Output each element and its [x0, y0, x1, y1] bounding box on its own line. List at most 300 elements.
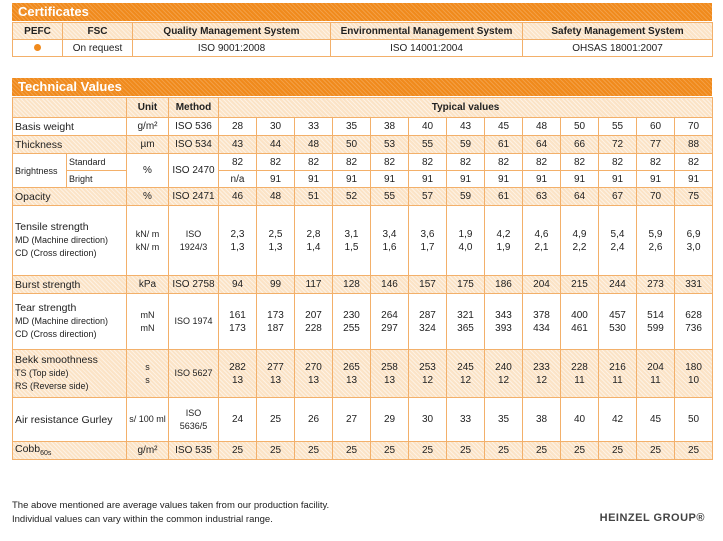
row-label — [13, 350, 127, 398]
value-primary: 270 — [305, 361, 322, 373]
value-cell — [561, 294, 599, 350]
value-secondary: 13 — [269, 374, 282, 386]
value-secondary: 2,1 — [534, 241, 549, 253]
row-bekk-smoothness — [13, 350, 713, 398]
value-cell: 66 — [561, 136, 599, 154]
row-label — [13, 206, 127, 276]
value-primary: 3,1 — [344, 228, 359, 240]
ems-value: ISO 14001:2004 — [331, 40, 523, 57]
value-cell: 99 — [257, 276, 295, 294]
row-thickness — [13, 136, 713, 154]
value-cell — [675, 294, 713, 350]
value-cell: 91 — [485, 171, 523, 188]
value-cell: 25 — [257, 398, 295, 442]
value-cell: 82 — [599, 154, 637, 171]
value-cell: 82 — [561, 154, 599, 171]
row-label-cd: CD (Cross direction) — [15, 248, 97, 258]
value-cell: 25 — [561, 442, 599, 460]
value-cell: 55 — [371, 188, 409, 206]
value-cell: 55 — [409, 136, 447, 154]
value-cell — [371, 206, 409, 276]
value-cell — [523, 350, 561, 398]
row-tensile-strength — [13, 206, 713, 276]
value-cell: 94 — [219, 276, 257, 294]
value-cell: 50 — [561, 118, 599, 136]
value-cell: 82 — [295, 154, 333, 171]
value-primary: 253 — [419, 361, 436, 373]
value-cell — [295, 206, 333, 276]
value-cell: 42 — [599, 398, 637, 442]
value-primary: 5,4 — [610, 228, 625, 240]
value-cell: 70 — [675, 118, 713, 136]
value-secondary: 1,3 — [268, 241, 283, 253]
value-cell: 82 — [447, 154, 485, 171]
value-cell: 88 — [675, 136, 713, 154]
value-cell: 215 — [561, 276, 599, 294]
value-cell: 48 — [523, 118, 561, 136]
value-cell: 25 — [295, 442, 333, 460]
value-secondary: 1,7 — [420, 241, 435, 253]
value-cell: 51 — [295, 188, 333, 206]
value-cell: 25 — [637, 442, 675, 460]
value-secondary: 255 — [343, 322, 360, 334]
header-ems: Environmental Management System — [331, 23, 523, 40]
value-primary: 207 — [305, 309, 322, 321]
value-cell: 38 — [523, 398, 561, 442]
value-cell: n/a — [219, 171, 257, 188]
row-method: ISO 1974 — [169, 294, 219, 350]
value-primary: 204 — [647, 361, 664, 373]
value-cell — [295, 294, 333, 350]
value-primary: 233 — [533, 361, 550, 373]
row-method: ISO 2471 — [169, 188, 219, 206]
value-secondary: 11 — [574, 374, 585, 386]
value-cell — [257, 350, 295, 398]
value-cell: 91 — [295, 171, 333, 188]
value-cell: 91 — [637, 171, 675, 188]
row-method: ISO 2470 — [169, 154, 219, 188]
row-unit-1: mN — [140, 309, 155, 320]
value-cell: 70 — [637, 188, 675, 206]
value-cell: 91 — [333, 171, 371, 188]
value-cell: 64 — [523, 136, 561, 154]
row-label — [13, 442, 127, 460]
value-cell: 91 — [409, 171, 447, 188]
value-cell: 75 — [675, 188, 713, 206]
value-cell: 59 — [447, 136, 485, 154]
value-cell: 244 — [599, 276, 637, 294]
value-cell — [219, 294, 257, 350]
certificates-table — [12, 22, 713, 57]
value-cell: 48 — [295, 136, 333, 154]
technical-title: Technical Values — [12, 78, 712, 96]
value-secondary: 2,4 — [610, 241, 625, 253]
value-primary: 258 — [381, 361, 398, 373]
value-cell — [371, 294, 409, 350]
row-unit: s/ 100 ml — [127, 398, 169, 442]
value-primary: 264 — [381, 309, 398, 321]
value-cell — [485, 350, 523, 398]
value-cell: 52 — [333, 188, 371, 206]
value-cell — [447, 294, 485, 350]
value-primary: 3,6 — [420, 228, 435, 240]
value-secondary: 4,0 — [458, 241, 473, 253]
value-primary: 230 — [343, 309, 360, 321]
value-secondary: 13 — [383, 374, 396, 386]
value-cell: 45 — [637, 398, 675, 442]
row-unit-2: mN — [140, 322, 155, 333]
value-cell — [333, 294, 371, 350]
technical-header-row — [13, 98, 713, 118]
row-label: Basis weight — [13, 118, 127, 136]
value-cell: 33 — [447, 398, 485, 442]
value-cell: 26 — [295, 398, 333, 442]
value-cell — [561, 206, 599, 276]
value-cell: 40 — [561, 398, 599, 442]
row-opacity — [13, 188, 713, 206]
value-cell: 82 — [409, 154, 447, 171]
value-cell: 82 — [523, 154, 561, 171]
certificates-value-row — [13, 40, 713, 57]
value-cell — [219, 206, 257, 276]
value-cell: 175 — [447, 276, 485, 294]
value-cell: 331 — [675, 276, 713, 294]
value-cell: 63 — [523, 188, 561, 206]
value-cell — [637, 206, 675, 276]
value-cell: 77 — [637, 136, 675, 154]
sms-value: OHSAS 18001:2007 — [523, 40, 713, 57]
value-cell — [333, 350, 371, 398]
value-cell: 91 — [447, 171, 485, 188]
value-primary: 240 — [495, 361, 512, 373]
value-secondary: 2,6 — [648, 241, 663, 253]
header-method: Method — [169, 98, 219, 118]
value-cell: 82 — [219, 154, 257, 171]
value-cell: 25 — [409, 442, 447, 460]
value-cell: 91 — [561, 171, 599, 188]
value-secondary: 1,9 — [496, 241, 511, 253]
value-secondary: 13 — [307, 374, 320, 386]
footer-note-line2: Individual values can vary within the common industrial range. — [12, 514, 273, 525]
value-primary: 378 — [533, 309, 550, 321]
value-cell — [219, 350, 257, 398]
heinzel-group-logo: HEINZEL GROUP® — [599, 512, 705, 524]
value-cell — [675, 350, 713, 398]
value-cell — [637, 294, 675, 350]
row-air-resistance — [13, 398, 713, 442]
value-cell — [485, 294, 523, 350]
value-cell: 67 — [599, 188, 637, 206]
value-primary: 2,3 — [230, 228, 245, 240]
row-unit-2: s — [145, 374, 150, 385]
row-label-md: MD (Machine direction) — [15, 316, 109, 326]
value-cell: 91 — [523, 171, 561, 188]
row-unit-1: s — [145, 361, 150, 372]
pefc-cell — [13, 40, 63, 57]
row-brightness-standard — [13, 154, 713, 171]
value-secondary: 11 — [650, 374, 661, 386]
value-cell — [675, 206, 713, 276]
row-unit — [127, 206, 169, 276]
value-cell: 50 — [675, 398, 713, 442]
header-pefc: PEFC — [13, 23, 63, 40]
value-secondary: 434 — [533, 322, 550, 334]
value-cell — [295, 350, 333, 398]
value-cell: 57 — [409, 188, 447, 206]
row-label: Thickness — [13, 136, 127, 154]
value-cell: 30 — [409, 398, 447, 442]
value-cell: 59 — [447, 188, 485, 206]
value-cell: 29 — [371, 398, 409, 442]
value-primary: 628 — [685, 309, 702, 321]
value-cell: 25 — [333, 442, 371, 460]
value-primary: 277 — [267, 361, 284, 373]
value-cell: 64 — [561, 188, 599, 206]
value-primary: 287 — [419, 309, 436, 321]
value-cell: 25 — [485, 442, 523, 460]
value-primary: 4,6 — [534, 228, 549, 240]
value-cell: 128 — [333, 276, 371, 294]
footer-note-line1: The above mentioned are average values taken from our production facility. — [12, 500, 330, 511]
value-secondary: 11 — [612, 374, 623, 386]
row-sublabel: Standard — [67, 154, 127, 171]
value-primary: 228 — [571, 361, 588, 373]
row-label-md: MD (Machine direction) — [15, 235, 109, 245]
value-secondary: 12 — [535, 374, 548, 386]
value-cell: 33 — [295, 118, 333, 136]
row-unit: g/m² — [127, 118, 169, 136]
value-cell: 60 — [637, 118, 675, 136]
value-primary: 180 — [685, 361, 702, 373]
row-burst-strength — [13, 276, 713, 294]
value-secondary: 10 — [688, 374, 700, 386]
row-unit-2: kN/ m — [135, 241, 160, 252]
value-primary: 173 — [267, 309, 284, 321]
value-primary: 457 — [609, 309, 626, 321]
bullet-icon — [34, 44, 41, 51]
value-cell: 44 — [257, 136, 295, 154]
row-unit: µm — [127, 136, 169, 154]
value-cell: 25 — [447, 442, 485, 460]
value-primary: 400 — [571, 309, 588, 321]
value-secondary: 13 — [231, 374, 244, 386]
value-cell: 53 — [371, 136, 409, 154]
value-cell: 24 — [219, 398, 257, 442]
row-unit: g/m² — [127, 442, 169, 460]
value-cell: 61 — [485, 136, 523, 154]
row-label-main: Bekk smoothness — [15, 354, 98, 366]
value-secondary: 173 — [229, 322, 246, 334]
value-cell: 186 — [485, 276, 523, 294]
qms-value: ISO 9001:2008 — [133, 40, 331, 57]
row-unit: % — [127, 154, 169, 188]
value-primary: 216 — [609, 361, 626, 373]
value-cell: 38 — [371, 118, 409, 136]
row-label: Air resistance Gurley — [13, 398, 127, 442]
row-label-rs: RS (Reverse side) — [15, 381, 89, 391]
value-primary: 4,2 — [496, 228, 511, 240]
value-cell: 157 — [409, 276, 447, 294]
certificates-header-row — [13, 23, 713, 40]
row-brightness-bright — [13, 171, 713, 188]
value-cell — [599, 294, 637, 350]
value-cell: 146 — [371, 276, 409, 294]
row-cobb — [13, 442, 713, 460]
value-secondary: 187 — [267, 322, 284, 334]
row-unit: % — [127, 188, 169, 206]
value-cell: 72 — [599, 136, 637, 154]
value-cell: 27 — [333, 398, 371, 442]
value-cell: 82 — [637, 154, 675, 171]
value-primary: 343 — [495, 309, 512, 321]
value-secondary: 1,4 — [306, 241, 321, 253]
value-cell: 45 — [485, 118, 523, 136]
value-secondary: 365 — [457, 322, 474, 334]
value-cell: 55 — [599, 118, 637, 136]
value-secondary: 1,3 — [230, 241, 245, 253]
value-primary: 3,4 — [382, 228, 397, 240]
row-method: ISO 536 — [169, 118, 219, 136]
value-secondary: 228 — [305, 322, 322, 334]
value-cell: 25 — [219, 442, 257, 460]
value-cell: 25 — [257, 442, 295, 460]
value-primary: 4,9 — [572, 228, 587, 240]
value-cell: 82 — [257, 154, 295, 171]
value-cell — [333, 206, 371, 276]
value-cell: 48 — [257, 188, 295, 206]
value-secondary: 3,0 — [686, 241, 701, 253]
value-secondary: 1,5 — [344, 241, 359, 253]
value-cell: 30 — [257, 118, 295, 136]
value-primary: 2,8 — [306, 228, 321, 240]
value-secondary: 736 — [685, 322, 702, 334]
value-cell: 25 — [523, 442, 561, 460]
value-secondary: 393 — [495, 322, 512, 334]
row-unit — [127, 350, 169, 398]
value-cell: 43 — [219, 136, 257, 154]
value-primary: 2,5 — [268, 228, 283, 240]
value-cell — [561, 350, 599, 398]
value-cell: 91 — [675, 171, 713, 188]
value-primary: 245 — [457, 361, 474, 373]
header-fsc: FSC — [63, 23, 133, 40]
value-secondary: 599 — [647, 322, 664, 334]
certificates-title: Certificates — [12, 3, 712, 21]
header-typical-values: Typical values — [219, 98, 713, 118]
value-cell — [447, 206, 485, 276]
row-unit — [127, 294, 169, 350]
row-method: ISO 1924/3 — [169, 206, 219, 276]
row-method: ISO 5627 — [169, 350, 219, 398]
fsc-value: On request — [63, 40, 133, 57]
value-cell: 40 — [409, 118, 447, 136]
row-label-main: Tear strength — [15, 302, 77, 314]
row-label: Burst strength — [13, 276, 127, 294]
value-cell — [371, 350, 409, 398]
row-unit: kPa — [127, 276, 169, 294]
value-cell — [409, 350, 447, 398]
value-cell: 82 — [675, 154, 713, 171]
value-cell — [637, 350, 675, 398]
value-cell — [447, 350, 485, 398]
value-cell: 46 — [219, 188, 257, 206]
header-unit: Unit — [127, 98, 169, 118]
value-cell: 50 — [333, 136, 371, 154]
value-primary: 6,9 — [686, 228, 701, 240]
value-cell: 35 — [485, 398, 523, 442]
row-method: ISO 5636/5 — [169, 398, 219, 442]
row-basis-weight — [13, 118, 713, 136]
value-cell — [485, 206, 523, 276]
row-label-main: Tensile strength — [15, 221, 89, 233]
value-cell: 35 — [333, 118, 371, 136]
value-cell: 91 — [257, 171, 295, 188]
value-secondary: 461 — [571, 322, 588, 334]
value-cell: 28 — [219, 118, 257, 136]
row-label-main: Cobb — [15, 443, 41, 456]
row-label — [13, 294, 127, 350]
value-cell — [523, 206, 561, 276]
value-cell: 82 — [371, 154, 409, 171]
value-cell: 25 — [599, 442, 637, 460]
value-secondary: 12 — [421, 374, 434, 386]
value-cell: 91 — [599, 171, 637, 188]
value-primary: 1,9 — [458, 228, 473, 240]
row-sublabel: Bright — [67, 171, 127, 188]
value-secondary: 530 — [609, 322, 626, 334]
value-cell — [599, 350, 637, 398]
value-cell — [409, 294, 447, 350]
value-secondary: 12 — [459, 374, 472, 386]
value-cell: 61 — [485, 188, 523, 206]
value-cell — [599, 206, 637, 276]
value-primary: 265 — [343, 361, 360, 373]
header-qms: Quality Management System — [133, 23, 331, 40]
row-label-ts: TS (Top side) — [15, 368, 69, 378]
value-cell — [523, 294, 561, 350]
value-cell: 82 — [333, 154, 371, 171]
value-primary: 282 — [229, 361, 246, 373]
row-method: ISO 535 — [169, 442, 219, 460]
value-secondary: 2,2 — [572, 241, 587, 253]
row-label: Opacity — [13, 188, 127, 206]
value-cell: 82 — [485, 154, 523, 171]
value-cell: 117 — [295, 276, 333, 294]
value-cell — [409, 206, 447, 276]
technical-table — [12, 97, 713, 460]
value-primary: 321 — [457, 309, 474, 321]
value-primary: 514 — [647, 309, 664, 321]
value-primary: 161 — [229, 309, 246, 321]
value-primary: 5,9 — [648, 228, 663, 240]
value-secondary: 12 — [497, 374, 510, 386]
row-label: Brightness — [13, 154, 67, 188]
value-secondary: 1,6 — [382, 241, 397, 253]
value-cell: 25 — [371, 442, 409, 460]
value-cell — [257, 206, 295, 276]
value-secondary: 324 — [419, 322, 436, 334]
value-cell: 273 — [637, 276, 675, 294]
value-secondary: 13 — [345, 374, 358, 386]
row-tear-strength — [13, 294, 713, 350]
row-method: ISO 2758 — [169, 276, 219, 294]
value-cell: 25 — [675, 442, 713, 460]
header-blank — [13, 98, 127, 118]
value-cell: 204 — [523, 276, 561, 294]
header-sms: Safety Management System — [523, 23, 713, 40]
row-label-cd: CD (Cross direction) — [15, 329, 97, 339]
value-cell: 43 — [447, 118, 485, 136]
